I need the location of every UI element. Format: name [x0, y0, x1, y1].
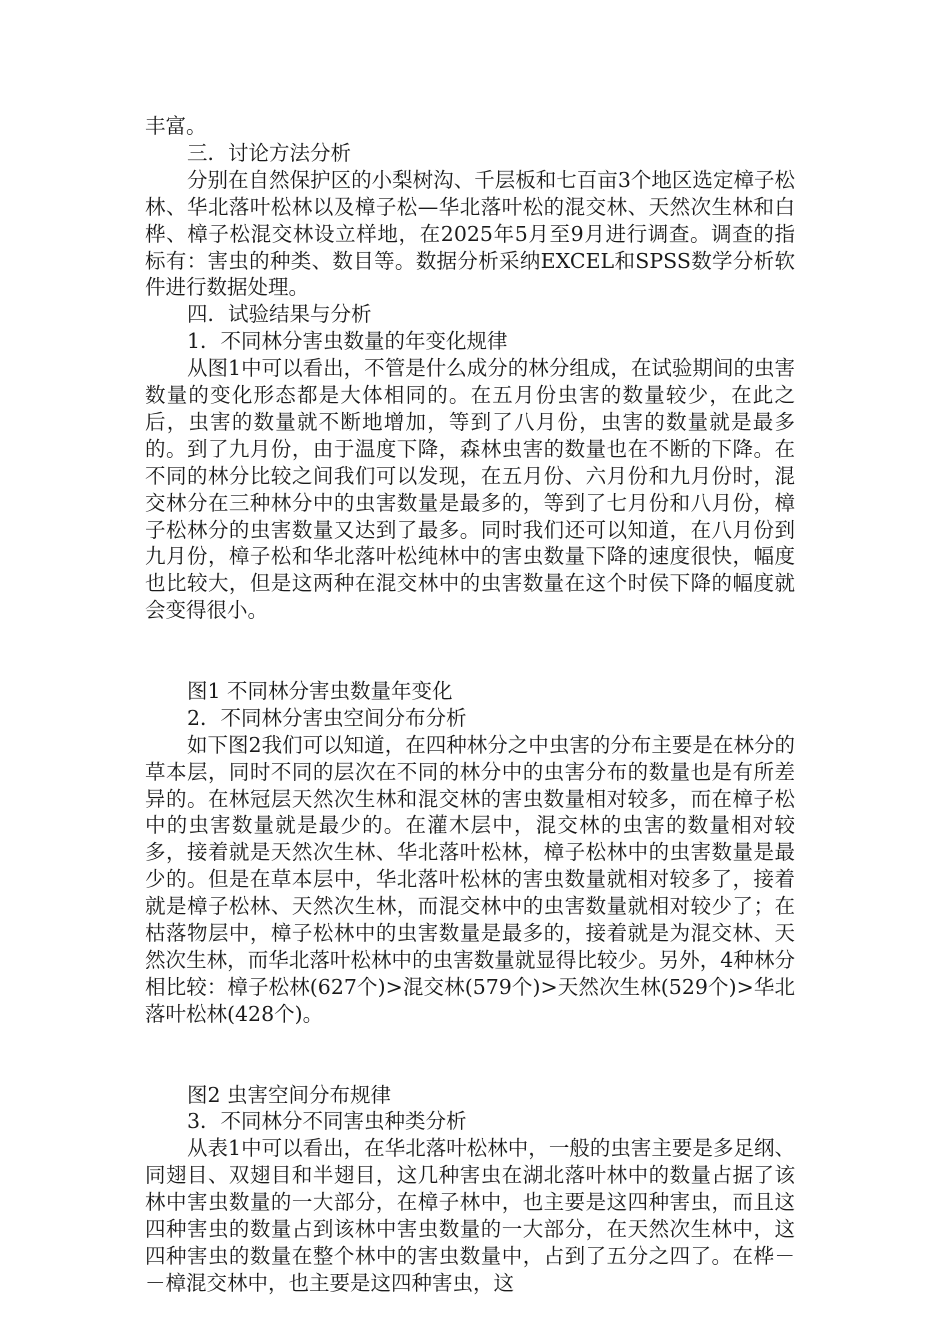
- figure2-caption: 图2 虫害空间分布规律: [187, 1082, 392, 1107]
- section-heading-discussion-method: 三．讨论方法分析: [187, 140, 351, 165]
- subheading-annual-change: 1．不同林分害虫数量的年变化规律: [187, 329, 508, 354]
- paragraph-end-text: 丰富。: [145, 114, 207, 138]
- paragraph-table1-analysis: 从表1中可以看出，在华北落叶松林中，一般的虫害主要是多足纲、同翅目、双翅目和半翅目，这几种害虫在湖北落叶林中的数量占据了该林中害虫数量的一大部分，在樟子林中，也主要是这四种害虫，而且这四种害虫的数量占到该林中害虫数量的一大部分，在天然次生林中，这四种害虫的数量在整个林中的害虫数量中，占到了五分之四了。在桦－－樟混交林中，也主要是这四种害虫，这: [145, 1136, 795, 1295]
- figure1-caption: 图1 不同林分害虫数量年变化: [187, 678, 453, 703]
- figure1-space: [145, 624, 795, 678]
- paragraph-figure2-analysis: 如下图2我们可以知道，在四种林分之中虫害的分布主要是在林分的草本层，同时不同的层次在不同的林分中的虫害分布的数量也是有所差异的。在林冠层天然次生林和混交林的害虫数量相对较多，而在樟子松中的虫害数量就是最少的。在灌木层中，混交林的虫害的数量相对较多，接着就是天然次生林、华北落叶松林，樟子松林中的虫害数量是最少的。但是在草本层中，华北落叶松林的害虫数量就相对较多了，接着就是樟子松林、天然次生林，而混交林中的虫害数量就相对较少了；在枯落物层中，樟子松林中的虫害数量是最多的，接着就是为混交林、天然次生林，而华北落叶松林中的虫害数量就显得比较少。另外，4种林分相比较：樟子松林(627个)>混交林(579个)>天然次生林(529个)>华北落叶松林(428个)。: [145, 732, 795, 1026]
- subheading-spatial-distribution: 2．不同林分害虫空间分布分析: [187, 705, 467, 730]
- paragraph-method: 分别在自然保护区的小梨树沟、千层板和七百亩3个地区选定樟子松林、华北落叶松林以及樟子松—华北落叶松的混交林、天然次生林和白桦、樟子松混交林设立样地，在2025年5月至9月进行调查。调查的指标有：害虫的种类、数目等。数据分析采纳EXCEL和SPSS数学分析软件进行数据处理。: [145, 167, 795, 300]
- paragraph-figure1-analysis: 从图1中可以看出，不管是什么成分的林分组成，在试验期间的虫害数量的变化形态都是大体相同的。在五月份虫害的数量较少，在此之后，虫害的数量就不断地增加，等到了八月份，虫害的数量就是最多的。到了九月份，由于温度下降，森林虫害的数量也在不断的下降。在不同的林分比较之间我们可以发现，在五月份、六月份和九月份时，混交林分在三种林分中的虫害数量是最多的，等到了七月份和八月份，樟子松林分的虫害数量又达到了最多。同时我们还可以知道，在八月份到九月份，樟子松和华北落叶松纯林中的害虫数量下降的速度很快，幅度也比较大，但是这两种在混交林中的虫害数量在这个时侯下降的幅度就会变得很小。: [145, 356, 795, 623]
- subheading-pest-species: 3．不同林分不同害虫种类分析: [187, 1109, 467, 1134]
- figure2-space: [145, 1028, 795, 1082]
- section-heading-results: 四．试验结果与分析: [187, 302, 372, 327]
- document-page: [145, 113, 795, 1297]
